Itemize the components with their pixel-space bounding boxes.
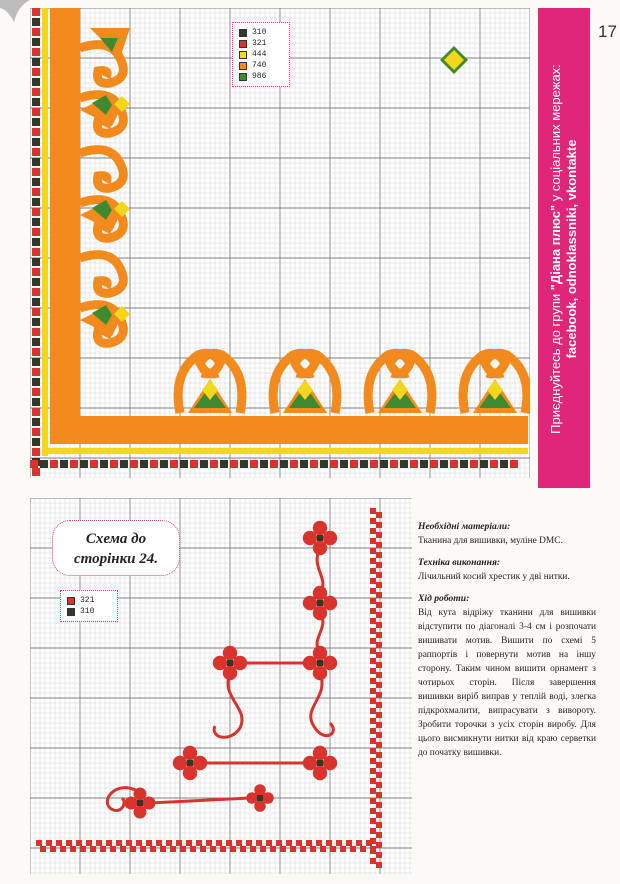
thread-code: 740 [252,61,267,70]
color-swatch-icon [239,62,247,70]
color-swatch-icon [239,51,247,59]
page-number: 17 [598,22,617,41]
technique-text: Лічильний косий хрестик у дві нитки. [418,572,570,582]
top-legend-row [239,60,283,71]
instructions [418,520,596,760]
color-swatch-icon [67,597,75,605]
thread-code: 986 [252,72,267,81]
color-swatch-icon [239,29,247,37]
color-swatch-icon [239,73,247,81]
top-legend-row [239,38,283,49]
corner-ornament [0,0,30,22]
bottom-legend-row [67,606,111,617]
bottom-color-legend [60,590,118,622]
materials-text: Тканина для вишивки, муліне DMC. [418,536,563,546]
top-legend-row [239,49,283,60]
thread-code: 321 [80,596,95,605]
color-swatch-icon [67,608,75,616]
bottom-legend-row [67,595,111,606]
thread-code: 321 [252,39,267,48]
scheme-label: Схема до сторінки 24. [52,520,180,576]
process-title: Хід роботи: [418,593,470,604]
top-legend-row [239,71,283,82]
top-color-legend [232,22,290,87]
process-text: Від кута відріжу тканини для вишивки відступити по діагоналі 3-4 см і розпочати вишивати мотив. Вишити по схемі 5 раппортів і повернути мотив на іншу сторону. Таким чином вишити орнамент з чотирьох сторін. Після завершення вишивки виріб виправ у теплій воді, злегка підкрохмалити, випрасувати з вивороту. Зробити торочки з усіх сторін виробу. Для цього висмикнути нитки від краю серветки до початку вишивки. [418,608,596,758]
materials-title: Необхідні матеріали: [418,521,511,532]
color-swatch-icon [239,40,247,48]
thread-code: 310 [80,607,95,616]
top-legend-row [239,27,283,38]
technique-title: Техніка виконання: [418,557,501,568]
social-banner-text: Приєднуйтесь до групи "Діана плюс" у соціальних мережах: facebook, odnoklassniki, vkontakte [548,64,579,434]
thread-code: 444 [252,50,267,59]
thread-code: 310 [252,28,267,37]
